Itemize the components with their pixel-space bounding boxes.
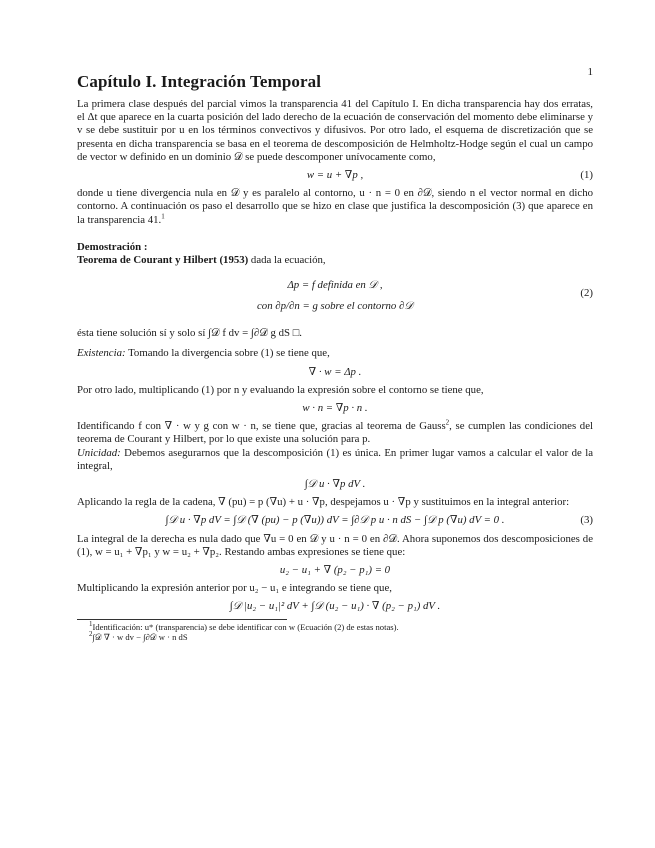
after-eq1-paragraph xyxy=(77,187,593,227)
existence-text: Tomando la divergencia sobre (1) se tiene que, xyxy=(125,347,330,360)
unique-paragraph xyxy=(77,447,593,473)
unique-label: Unicidad: xyxy=(77,446,121,459)
equation-div xyxy=(77,366,593,379)
equation-2-number: (2) xyxy=(580,287,593,300)
normal-paragraph: Por otro lado, multiplicando (1) por n y evaluando la expresión sobre el contorno se tiene que, xyxy=(77,383,484,396)
solution-paragraph: ésta tiene solución sí y solo sí ∫𝒟 f dv = ∫∂𝒟 g dS □. xyxy=(77,327,302,340)
existence-paragraph xyxy=(77,347,593,360)
ident-text-a: Identificando f con ∇ · w y g con w · n, se tiene que, gracias al teorema de Gauss xyxy=(77,420,446,433)
footnote-1-mark: 1 xyxy=(89,619,93,628)
page-number: 1 xyxy=(587,66,593,78)
equation-2 xyxy=(77,275,593,317)
equation-3-number: (3) xyxy=(580,514,593,527)
footnote-2-mark: 2 xyxy=(89,630,93,639)
equation-normal xyxy=(77,402,593,415)
mult-paragraph: Multiplicando la expresión anterior por u₂ − u₁ e integrando se tiene que, xyxy=(77,582,392,595)
equation-1 xyxy=(77,169,593,182)
equation-1-number: (1) xyxy=(580,169,593,182)
intro-paragraph: La primera clase después del parcial vimos la transparencia 41 del Capítulo I. En dicha transparencia hay dos erratas, el Δt que aparece en la cuarta posición del lado derecho de la ecuación de conservación del momento debe eliminarse y v se debe sustituir por u en los términos convectivos y difusivos. Por otro lado, el esquema de discretización que se presenta en dicha transparencia se basa en el teorema de descomposición de Helmholtz-Hodge según el cual un campo de vector w definido en un dominio 𝒟 se puede descomponer unívocamente como, xyxy=(77,98,593,163)
equation-subtract-expr: u₂ − u₁ + ∇ (p₂ − p₁) = 0 xyxy=(279,564,391,577)
equation-integral xyxy=(77,478,593,491)
chapter-title: Capítulo I. Integración Temporal xyxy=(77,72,322,91)
footnote-ref-1: 1 xyxy=(161,212,165,221)
equation-div-expr: ∇ · w = Δp . xyxy=(308,365,362,378)
after-eq1-text: donde u tiene divergencia nula en 𝒟 y es paralelo al contorno, u · n = 0 en ∂𝒟, siendo n el vector normal en dicho contorno. A continuación os paso el desarrollo que se hizo en clase que justifica la descomposición (3) que aparece en la transparencia 41. xyxy=(77,187,593,226)
equation-normal-expr: w · n = ∇p · n . xyxy=(302,402,368,415)
equation-2-line2: con ∂p/∂n = g sobre el contorno ∂𝒟 xyxy=(257,300,413,313)
equation-subtract xyxy=(77,564,593,577)
theorem-paragraph xyxy=(77,254,593,267)
chain-paragraph: Aplicando la regla de la cadena, ∇ (pu) = p (∇u) + u · ∇p, despejamos u · ∇p y sustituimos en la integral anterior: xyxy=(77,496,570,509)
equation-final-expr: ∫𝒟 |u₂ − u₁|² dV + ∫𝒟 (u₂ − u₁) · ∇ (p₂ − p₁) dV . xyxy=(229,600,441,613)
equation-2-line1: Δp = f definida en 𝒟 , xyxy=(287,279,383,292)
footnote-1 xyxy=(77,619,593,632)
demo-heading: Demostración : xyxy=(77,240,148,253)
footnote-rule xyxy=(77,619,287,620)
equation-3 xyxy=(77,514,593,527)
equation-final xyxy=(77,600,593,613)
footnote-ref-2: 2 xyxy=(445,418,450,427)
equation-3-expr: ∫𝒟 u · ∇p dV = ∫𝒟 (∇ (pu) − p (∇u)) dV = ∫∂𝒟 p u · n dS − ∫𝒟 p (∇u) dV = 0 . xyxy=(165,514,505,527)
footnote-2-text: ∫𝒟 ∇ · w dv − ∫∂𝒟 w · n dS xyxy=(92,632,188,643)
ident-paragraph xyxy=(77,420,593,446)
theorem-name: Teorema de Courant y Hilbert (1953) xyxy=(77,254,249,267)
footnote-1-text: Identificación: u* (transparencia) se debe identificar con w (Ecuación (2) de estas notas). xyxy=(92,621,399,632)
equation-1-expr: w = u + ∇p , xyxy=(306,169,364,182)
theorem-rest: dada la ecuación, xyxy=(248,254,326,267)
document-body xyxy=(77,98,593,643)
existence-label: Existencia: xyxy=(77,347,126,360)
equation-integral-expr: ∫𝒟 u · ∇p dV . xyxy=(304,478,366,491)
footnote-2 xyxy=(77,632,593,642)
ident-text-b: , se cumplen las condiciones del teorema de Courant y Hilbert, por lo que existe una solución para p. xyxy=(77,420,593,446)
null-paragraph: La integral de la derecha es nula dado que ∇u = 0 en 𝒟 y u · n = 0 en ∂𝒟. Ahora suponemos dos descomposiciones de (1), w = u₁ + ∇p₁ y w = u₂ + ∇p₂. Restando ambas expresiones se tiene que: xyxy=(77,532,593,558)
unique-text: Debemos asegurarnos que la descomposición (1) es única. En primer lugar vamos a calcular el valor de la integral, xyxy=(77,446,593,472)
